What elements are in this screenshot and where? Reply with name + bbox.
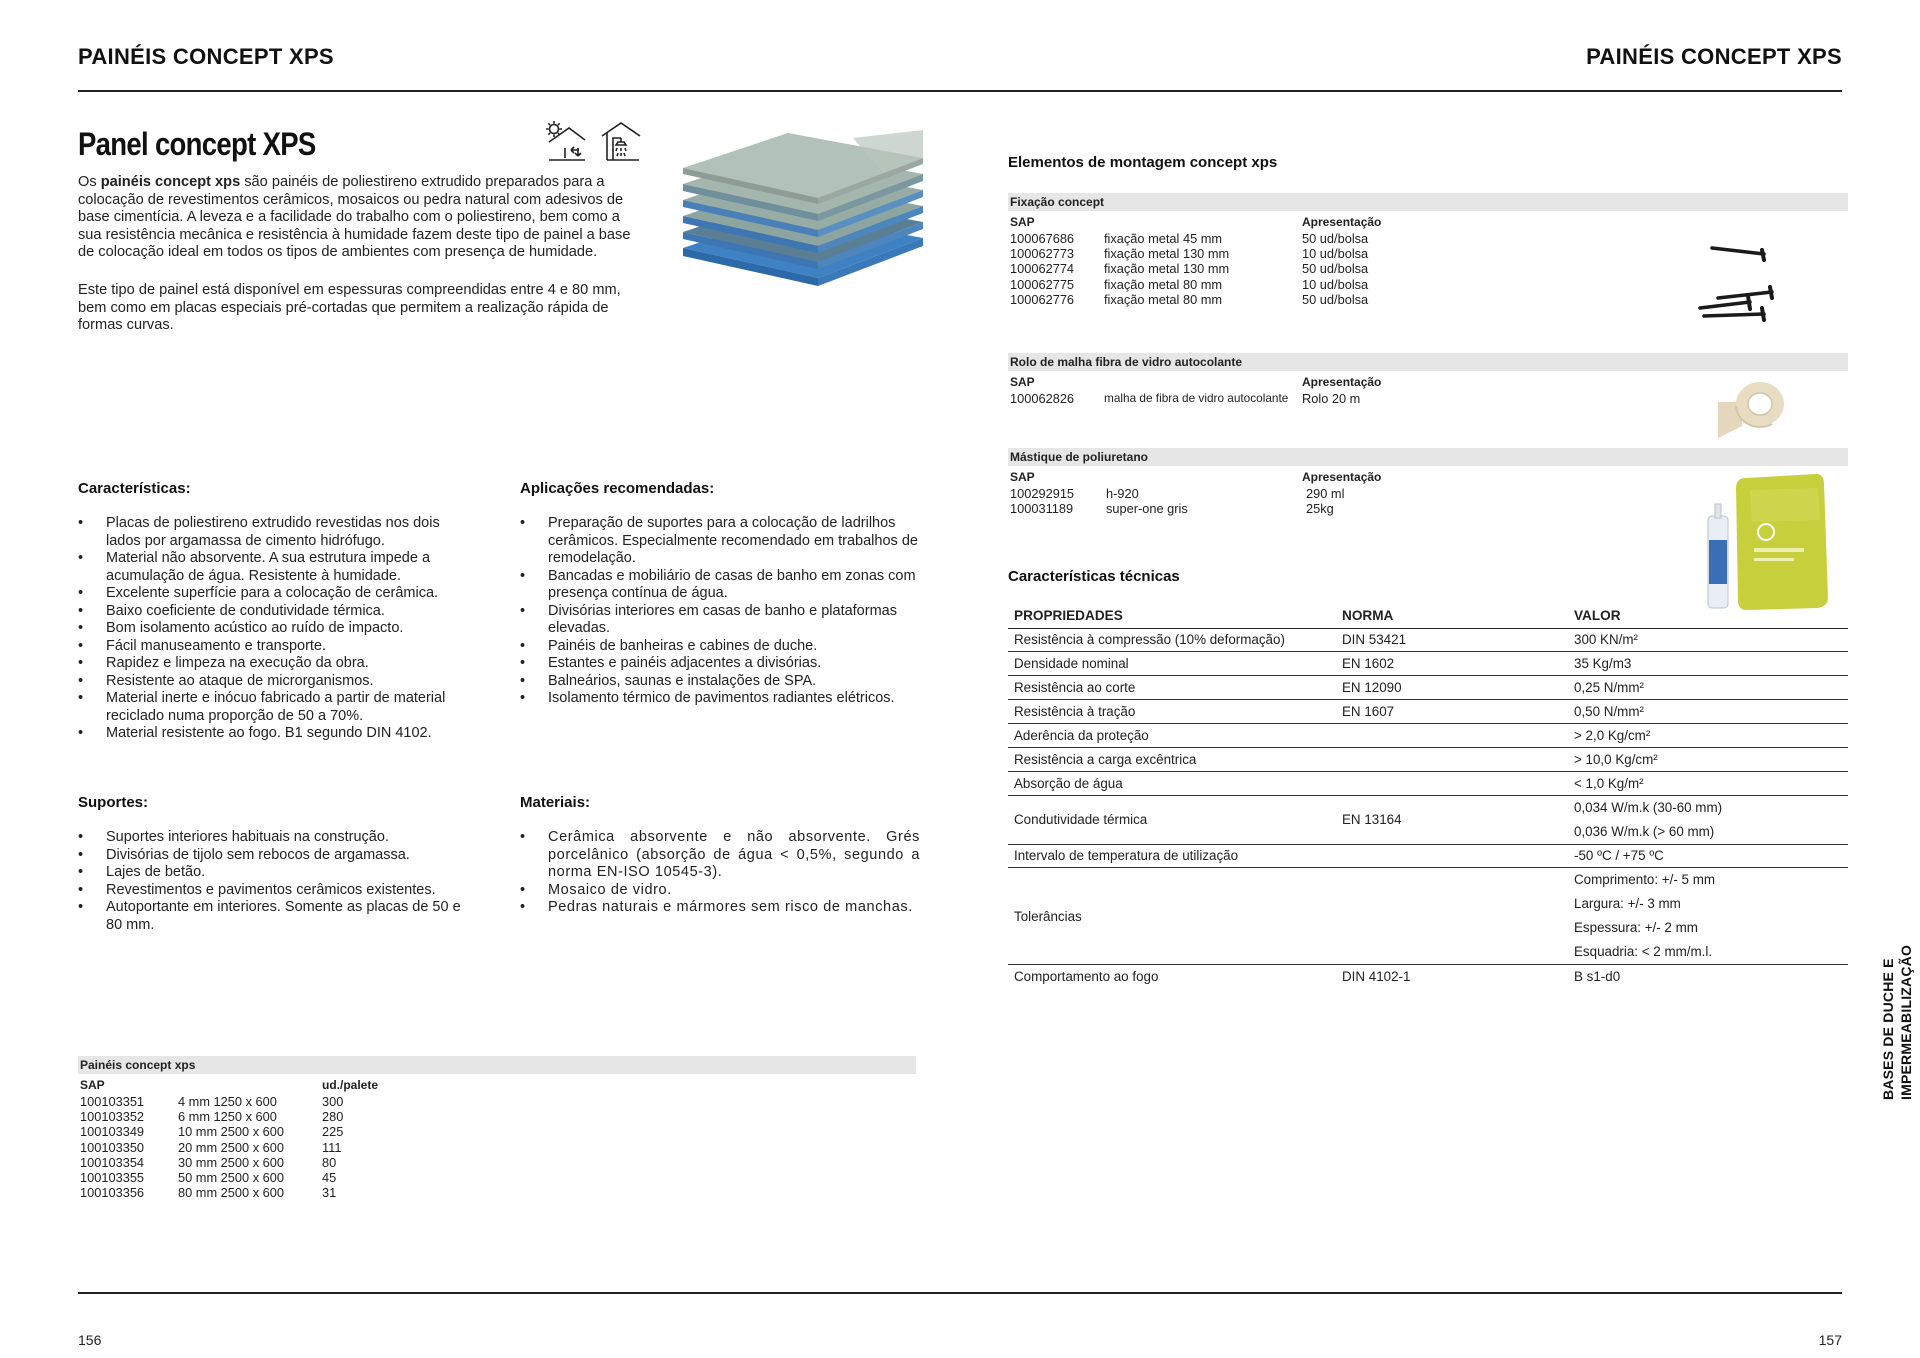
table-title-bar: Fixação concept bbox=[1008, 193, 1848, 211]
right-page-number: 157 bbox=[1818, 1332, 1842, 1348]
table-row: 100067686 fixação metal 45 mm 50 ud/bolsa bbox=[1010, 231, 1369, 246]
elementos-montagem-title: Elementos de montagem concept xps bbox=[1008, 154, 1278, 171]
header-apresentacao: Apresentação bbox=[1302, 470, 1382, 484]
table-row: Resistência a carga excêntrica > 10,0 Kg/cm² bbox=[1008, 747, 1848, 771]
table-row: 100031189 super-one gris 25kg bbox=[1010, 501, 1334, 517]
list-item: • Bancadas e mobiliário de casas de banho em zonas com presença contínua de água. bbox=[520, 568, 920, 603]
list-item: • Fácil manuseamento e transporte. bbox=[78, 638, 478, 656]
list-item: • Resistente ao ataque de microrganismos. bbox=[78, 673, 478, 691]
table-title-bar: Painéis concept xps bbox=[78, 1056, 916, 1074]
list-item: • Revestimentos e pavimentos cerâmicos existentes. bbox=[78, 882, 478, 900]
table-row: 100103356 80 mm 2500 x 600 31 bbox=[80, 1185, 337, 1201]
header-sap: SAP bbox=[80, 1078, 105, 1092]
side-tab-line-2: IMPERMEABILIZAÇÃO bbox=[1898, 944, 1914, 1100]
table-row: 100103355 50 mm 2500 x 600 45 bbox=[80, 1169, 337, 1185]
table-row: 100103351 4 mm 1250 x 600 300 bbox=[80, 1094, 344, 1109]
materiais-list bbox=[520, 829, 920, 917]
page-title: Panel concept XPS bbox=[78, 126, 316, 162]
list-item: • Divisórias interiores em casas de banho e plataformas elevadas. bbox=[520, 603, 920, 638]
list-item: • Preparação de suportes para a colocação de ladrilhos cerâmicos. Especialmente recomendado em trabalhos de remodelação. bbox=[520, 515, 920, 568]
list-item: • Baixo coeficiente de condutividade térmica. bbox=[78, 603, 478, 621]
suportes-list bbox=[78, 829, 478, 934]
list-item: • Cerâmica absorvente e não absorvente. Grés porcelânico (absorção de água < 0,5%, segundo a norma EN-ISO 10545-3). bbox=[520, 829, 920, 882]
table-row: Comportamento ao fogo DIN 4102-1 B s1-d0 bbox=[1014, 969, 1621, 985]
table-row: 100062826 malha de fibra de vidro autocolante Rolo 20 m bbox=[1010, 391, 1361, 406]
table-header bbox=[78, 1076, 916, 1094]
bottom-rule bbox=[78, 1292, 1842, 1294]
list-item: • Balneários, saunas e instalações de SPA. bbox=[520, 673, 920, 691]
header-sap: SAP bbox=[1010, 215, 1035, 229]
table-row: 100103349 10 mm 2500 x 600 225 bbox=[80, 1124, 344, 1140]
table-row: Resistência à tração EN 1607 0,50 N/mm² bbox=[1008, 700, 1848, 724]
list-item: • Excelente superfície para a colocação de cerâmica. bbox=[78, 585, 478, 603]
header-propriedades: PROPRIEDADES bbox=[1008, 604, 1336, 628]
header-ud: ud./palete bbox=[322, 1078, 379, 1092]
table-header-row bbox=[1008, 604, 1848, 628]
outdoor-sun-thermal-icon bbox=[545, 120, 589, 162]
table-row: Densidade nominal EN 1602 35 Kg/m3 bbox=[1008, 652, 1848, 676]
table-row: Resistência ao corte EN 12090 0,25 N/mm² bbox=[1008, 676, 1848, 700]
paineis-table bbox=[78, 1056, 916, 1200]
header-sap: SAP bbox=[1010, 375, 1035, 389]
xps-panels-image bbox=[678, 128, 928, 288]
list-item: • Isolamento térmico de pavimentos radiantes elétricos. bbox=[520, 690, 920, 708]
header-apresentacao: Apresentação bbox=[1302, 215, 1382, 229]
header-valor: VALOR bbox=[1568, 604, 1848, 628]
aplicacoes-title: Aplicações recomendadas: bbox=[520, 480, 715, 497]
list-item: • Lajes de betão. bbox=[78, 864, 478, 882]
usage-icons bbox=[545, 120, 645, 164]
table-row: Intervalo de temperatura de utilização -50 ºC / +75 ºC bbox=[1008, 844, 1848, 868]
list-item: • Estantes e painéis adjacentes a divisórias. bbox=[520, 655, 920, 673]
table-header bbox=[1008, 213, 1848, 231]
list-item: • Suportes interiores habituais na construção. bbox=[78, 829, 478, 847]
mastique-products-image bbox=[1706, 470, 1834, 615]
list-item: • Rapidez e limpeza na execução da obra. bbox=[78, 655, 478, 673]
list-item: • Divisórias de tijolo sem rebocos de argamassa. bbox=[78, 847, 478, 865]
list-item: • Material não absorvente. A sua estrutura impede a acumulação de água. Resistente à humidade. bbox=[78, 550, 478, 585]
table-row: 100103354 30 mm 2500 x 600 80 bbox=[80, 1154, 337, 1170]
technical-table bbox=[1008, 604, 1848, 988]
table-row: 100062775 fixação metal 80 mm 10 ud/bolsa bbox=[1010, 276, 1369, 292]
screws-image bbox=[1692, 232, 1792, 332]
top-rule bbox=[78, 90, 1842, 92]
intro-paragraph-2: Este tipo de painel está disponível em espessuras compreendidas entre 4 e 80 mm, bem como em placas especiais pré-cortadas que permitem a realização rápida de formas curvas. bbox=[78, 282, 621, 334]
table-row: Resistência à compressão (10% deformação) DIN 53421 300 KN/m² bbox=[1008, 628, 1848, 652]
table-row: 100103352 6 mm 1250 x 600 280 bbox=[80, 1109, 344, 1125]
caracteristicas-title: Características: bbox=[78, 480, 191, 497]
list-item: • Material inerte e inócuo fabricado a partir de material reciclado numa proporção de 50 a 70%. bbox=[78, 690, 478, 725]
table-row: 100062774 fixação metal 130 mm 50 ud/bolsa bbox=[1010, 261, 1369, 277]
list-item: • Placas de poliestireno extrudido revestidas nos dois lados por argamassa de cimento hidrófugo. bbox=[78, 515, 478, 550]
intro-paragraph-1: Os painéis concept xps são painéis de poliestireno extrudido preparados para a colocação de revestimentos cerâmicos, mosaicos ou pedra natural com adesivos de base cimentícia. A leveza e a facilidade do trabalho com o poliestireno, bem como a sua resistência mecânica e resistência à humidade fazem deste tipo de painel a base de colocação ideal em todos os tipos de ambientes com presença de humidade. bbox=[78, 174, 631, 261]
table-row: 100062773 fixação metal 130 mm 10 ud/bolsa bbox=[1010, 246, 1369, 262]
table-row: 100062776 fixação metal 80 mm 50 ud/bolsa bbox=[1010, 291, 1369, 307]
list-item: • Painéis de banheiras e cabines de duche. bbox=[520, 638, 920, 656]
left-header-title: PAINÉIS CONCEPT XPS bbox=[78, 44, 334, 69]
right-header-title: PAINÉIS CONCEPT XPS bbox=[1586, 44, 1842, 69]
caracteristicas-tecnicas-title: Características técnicas bbox=[1008, 568, 1180, 585]
table-row: 100103350 20 mm 2500 x 600 111 bbox=[80, 1139, 342, 1155]
table-row: Absorção de água < 1,0 Kg/m² bbox=[1008, 771, 1848, 795]
table-title-bar: Mástique de poliuretano bbox=[1008, 448, 1848, 466]
header-norma: NORMA bbox=[1336, 604, 1568, 628]
caracteristicas-list bbox=[78, 515, 478, 743]
suportes-title: Suportes: bbox=[78, 794, 149, 811]
left-page-number: 156 bbox=[78, 1332, 102, 1348]
table-title-bar: Rolo de malha fibra de vidro autocolante bbox=[1008, 353, 1848, 371]
materiais-title: Materiais: bbox=[520, 794, 591, 811]
table-row: Condutividade térmica EN 13164 0,034 W/m.k (30-60 mm) 0,036 W/m.k (> 60 mm) bbox=[1008, 795, 1848, 844]
list-item: • Autoportante em interiores. Somente as placas de 50 e 80 mm. bbox=[78, 899, 478, 934]
mesh-tape-roll-image bbox=[1712, 372, 1788, 442]
table-row: Aderência da proteção > 2,0 Kg/cm² bbox=[1008, 724, 1848, 748]
header-apresentacao: Apresentação bbox=[1302, 375, 1382, 389]
list-item: • Mosaico de vidro. bbox=[520, 882, 920, 900]
list-item: • Pedras naturais e mármores sem risco de manchas. bbox=[520, 899, 920, 917]
list-item: • Material resistente ao fogo. B1 segundo DIN 4102. bbox=[78, 725, 478, 743]
table-row: 100292915 h-920 290 ml bbox=[1010, 486, 1345, 501]
table-row: Tolerâncias Comprimento: +/- 5 mm Largura: +/- 3 mm Espessura: +/- 2 mm Esquadria: < 2 mm/m.l. bbox=[1008, 868, 1848, 965]
list-item: • Bom isolamento acústico ao ruído de impacto. bbox=[78, 620, 478, 638]
shower-interior-icon bbox=[599, 120, 643, 162]
side-tab-line-1: BASES DE DUCHE E bbox=[1880, 958, 1896, 1100]
header-sap: SAP bbox=[1010, 470, 1035, 484]
aplicacoes-list bbox=[520, 515, 920, 708]
